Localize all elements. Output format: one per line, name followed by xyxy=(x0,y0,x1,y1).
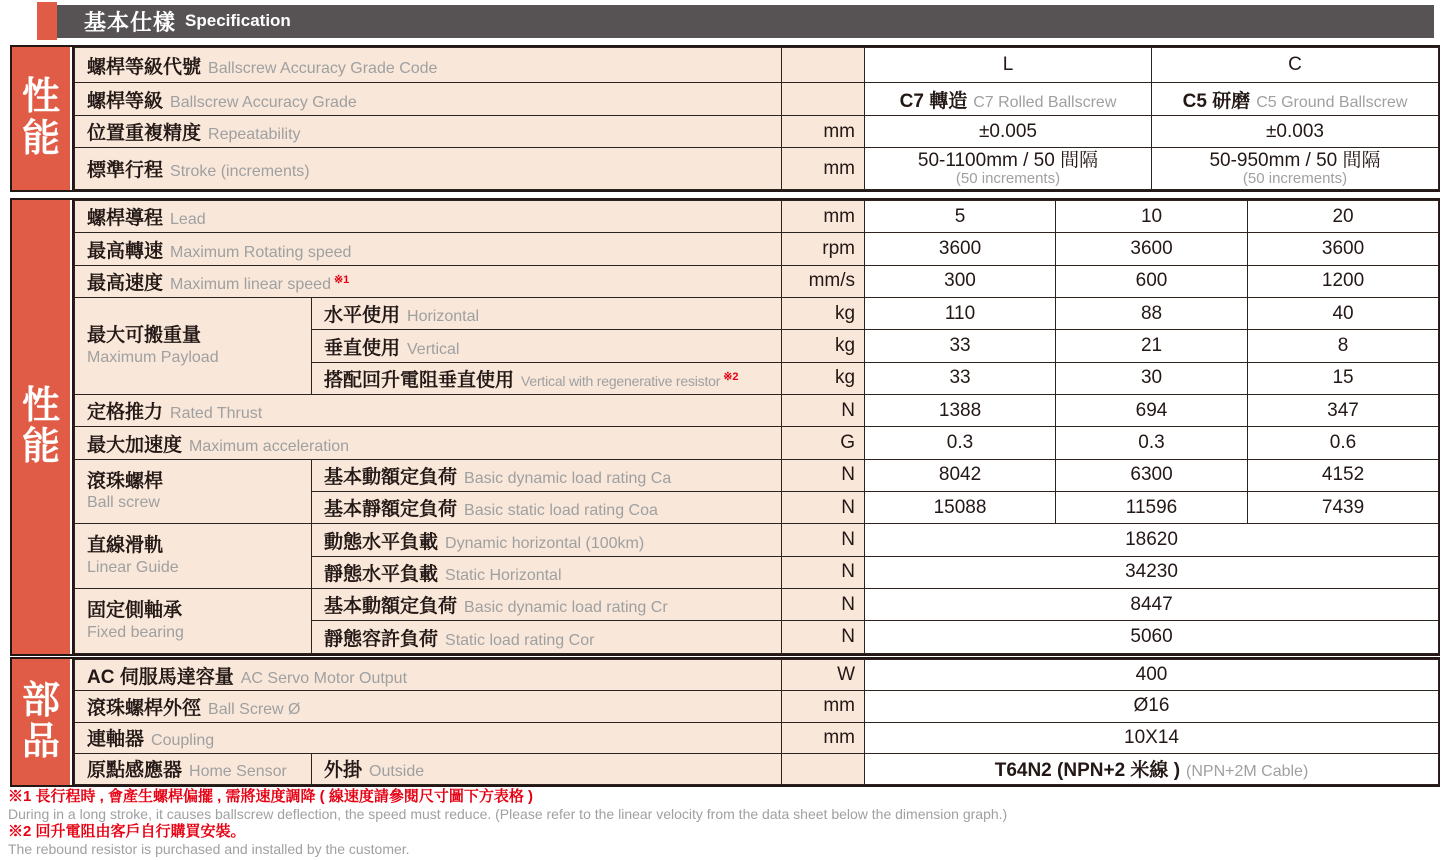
label-zh: 最高轉速 xyxy=(87,240,164,262)
group-label-fixed-bearing xyxy=(75,589,312,654)
value-cell: 6300 xyxy=(1056,459,1248,491)
value-cell: 0.6 xyxy=(1248,427,1439,459)
label-zh: 滾珠螺桿外徑 xyxy=(87,697,202,719)
value-cell: Ø16 xyxy=(865,691,1439,722)
label-zh: 水平使用 xyxy=(324,305,401,327)
label-zh: 最大加速度 xyxy=(87,434,183,456)
unit-cell: mm xyxy=(782,722,865,753)
footnote-1-en: During in a long stroke, it causes ballscrew deflection, the speed must reduce. (Please refer to the linear velocity from the data sheet below the dimension graph.) xyxy=(8,806,1008,822)
label-en: Vertical xyxy=(407,340,460,358)
value-cell: 10 xyxy=(1056,201,1248,233)
value-cell-span: 34230 xyxy=(865,556,1439,588)
table-row xyxy=(75,427,1439,459)
label-en: Maximum linear speed xyxy=(170,275,331,293)
value-cell: 8 xyxy=(1248,330,1439,362)
label-en: Horizontal xyxy=(407,308,480,326)
table-row xyxy=(75,148,1439,190)
label-en: Dynamic horizontal (100km) xyxy=(445,534,645,552)
value-cell-span: 5060 xyxy=(865,621,1439,654)
unit-cell xyxy=(782,753,865,784)
footnotes xyxy=(8,788,1438,858)
label-zh: 滾珠螺桿 xyxy=(87,470,164,492)
value-cell: C xyxy=(1152,48,1439,83)
label-zh: 最大可搬重量 xyxy=(87,325,202,347)
value-cell: 1200 xyxy=(1248,265,1439,297)
header-bar xyxy=(57,5,1434,38)
label-zh: 固定側軸承 xyxy=(87,600,183,622)
label-zh: 標準行程 xyxy=(87,160,164,181)
value-cell: 5 xyxy=(865,201,1056,233)
row-label xyxy=(75,201,782,233)
label-zh: 位置重複精度 xyxy=(87,123,202,144)
label-en: Maximum Payload xyxy=(87,348,219,366)
value-main: 50-1100mm / 50 間隔 xyxy=(917,149,1099,171)
unit-cell: G xyxy=(782,427,865,459)
label-en: Ballscrew Accuracy Grade Code xyxy=(208,59,438,77)
section-performance-grade xyxy=(10,45,1440,192)
row-label xyxy=(75,265,782,297)
label-zh: 靜態水平負載 xyxy=(324,563,439,585)
row-sublabel xyxy=(312,298,782,330)
value-sub: (50 increments) xyxy=(955,169,1061,187)
label-en: Basic static load rating Coa xyxy=(464,502,658,520)
label-zh: 基本動額定負荷 xyxy=(324,466,458,488)
unit-cell: N xyxy=(782,621,865,654)
label-en: Ball screw xyxy=(87,494,160,512)
table-row xyxy=(75,395,1439,427)
row-label xyxy=(75,722,782,753)
grade-table xyxy=(74,47,1439,190)
table-row xyxy=(75,201,1439,233)
label-en: AC Servo Motor Output xyxy=(240,669,408,687)
value-cell: 15 xyxy=(1248,362,1439,394)
row-sublabel xyxy=(312,524,782,556)
label-en: Linear Guide xyxy=(87,559,179,577)
label-zh: 螺桿等級代號 xyxy=(87,56,202,78)
value-cell: 21 xyxy=(1056,330,1248,362)
table-row xyxy=(75,524,1439,556)
unit-cell: W xyxy=(782,660,865,691)
label-zh: 靜態容許負荷 xyxy=(324,628,439,650)
side-tab-performance-2 xyxy=(12,200,72,654)
label-zh: 基本動額定負荷 xyxy=(324,596,458,618)
label-en: Basic dynamic load rating Cr xyxy=(464,599,668,617)
unit-cell: N xyxy=(782,524,865,556)
page-title-zh: 基本仕樣 xyxy=(84,9,177,35)
label-en: Outside xyxy=(369,763,425,781)
side-label-performance-2: 性能 xyxy=(21,384,60,468)
table-row xyxy=(75,691,1439,722)
row-label xyxy=(75,427,782,459)
row-sublabel xyxy=(312,362,782,394)
row-sublabel xyxy=(312,459,782,491)
label-zh: 螺桿等級 xyxy=(87,90,164,112)
value-cell: 10X14 xyxy=(865,722,1439,753)
value-cell: 400 xyxy=(865,660,1439,691)
value-zh: T64N2 (NPN+2 米線 ) xyxy=(994,760,1181,782)
performance-table xyxy=(74,200,1439,654)
unit-cell xyxy=(782,48,865,83)
table-row xyxy=(75,589,1439,621)
row-sublabel xyxy=(312,621,782,654)
label-en: Maximum Rotating speed xyxy=(170,243,352,261)
row-label xyxy=(75,148,782,190)
value-cell: 15088 xyxy=(865,492,1056,524)
unit-cell: N xyxy=(782,492,865,524)
value-cell: 600 xyxy=(1056,265,1248,297)
value-cell xyxy=(865,83,1152,116)
footnote-1-zh: ※1 長行程時 , 會產生螺桿偏擺 , 需將速度調降 ( 線速度請參閱尺寸圖下方表格 ) xyxy=(8,788,534,805)
table-row xyxy=(75,722,1439,753)
value-cell: 40 xyxy=(1248,298,1439,330)
value-en: C5 Ground Ballscrew xyxy=(1256,93,1408,111)
group-label-payload xyxy=(75,298,312,395)
table-row xyxy=(75,660,1439,691)
label-zh: 基本靜額定負荷 xyxy=(324,499,458,521)
label-zh: 螺桿導程 xyxy=(87,208,164,230)
label-en: Basic dynamic load rating Ca xyxy=(464,469,672,487)
section-performance-data xyxy=(10,198,1440,656)
label-zh: 最高速度 xyxy=(87,272,164,294)
value-cell: 3600 xyxy=(865,233,1056,265)
value-cell: 33 xyxy=(865,362,1056,394)
group-label-linear-guide xyxy=(75,524,312,589)
unit-cell: mm xyxy=(782,201,865,233)
label-en: Vertical with regenerative resistor xyxy=(521,372,721,389)
label-zh: AC 伺服馬達容量 xyxy=(87,666,234,688)
label-zh: 連軸器 xyxy=(87,729,145,751)
row-label xyxy=(75,83,782,116)
row-label xyxy=(75,116,782,148)
label-en: Repeatability xyxy=(208,126,301,143)
unit-cell: mm xyxy=(782,691,865,722)
label-zh: 動態水平負載 xyxy=(324,531,439,553)
unit-cell: kg xyxy=(782,362,865,394)
parts-table xyxy=(74,659,1439,785)
value-cell: 4152 xyxy=(1248,459,1439,491)
footnote-ref-2: ※2 xyxy=(723,370,739,383)
table-row xyxy=(75,298,1439,330)
row-sublabel-outside xyxy=(312,753,782,784)
label-zh: 直線滑軌 xyxy=(87,535,164,557)
side-label-parts: 部品 xyxy=(21,679,60,763)
side-label-performance-1: 性能 xyxy=(21,76,60,160)
unit-cell: mm xyxy=(782,148,865,190)
value-cell: 347 xyxy=(1248,395,1439,427)
label-zh: 外掛 xyxy=(324,760,363,782)
label-en: Maximum acceleration xyxy=(189,437,350,455)
unit-cell: rpm xyxy=(782,233,865,265)
value-cell xyxy=(1152,148,1439,190)
label-zh: 定格推力 xyxy=(87,402,164,424)
value-cell: ±0.003 xyxy=(1152,116,1439,148)
value-en: (NPN+2M Cable) xyxy=(1186,763,1309,781)
value-cell: 110 xyxy=(865,298,1056,330)
value-cell: L xyxy=(865,48,1152,83)
value-cell: 0.3 xyxy=(865,427,1056,459)
value-cell: 20 xyxy=(1248,201,1439,233)
unit-cell: N xyxy=(782,589,865,621)
value-cell: 33 xyxy=(865,330,1056,362)
value-cell: 694 xyxy=(1056,395,1248,427)
table-row xyxy=(75,83,1439,116)
table-row xyxy=(75,459,1439,491)
value-cell-span: 18620 xyxy=(865,524,1439,556)
section-header xyxy=(37,2,1434,40)
value-cell xyxy=(1152,83,1439,116)
label-en: Rated Thrust xyxy=(170,405,263,423)
unit-cell: kg xyxy=(782,298,865,330)
unit-cell: N xyxy=(782,556,865,588)
label-en: Static Horizontal xyxy=(445,566,562,584)
value-main: 50-950mm / 50 間隔 xyxy=(1209,149,1381,171)
table-row xyxy=(75,265,1439,297)
value-cell: 7439 xyxy=(1248,492,1439,524)
value-cell: 88 xyxy=(1056,298,1248,330)
value-cell xyxy=(865,148,1152,190)
value-cell: 0.3 xyxy=(1056,427,1248,459)
row-label xyxy=(75,48,782,83)
value-cell-span: 8447 xyxy=(865,589,1439,621)
label-en: Coupling xyxy=(151,732,215,750)
value-cell: 11596 xyxy=(1056,492,1248,524)
row-label xyxy=(75,691,782,722)
group-label-ballscrew xyxy=(75,459,312,524)
row-label xyxy=(75,233,782,265)
value-cell xyxy=(865,753,1439,784)
row-sublabel xyxy=(312,556,782,588)
label-en: Lead xyxy=(170,211,206,229)
unit-cell: mm/s xyxy=(782,265,865,297)
footnote-ref-1: ※1 xyxy=(333,273,350,286)
unit-cell: N xyxy=(782,459,865,491)
label-en: Home Sensor xyxy=(189,763,287,781)
row-label-home-sensor xyxy=(75,753,312,784)
row-sublabel xyxy=(312,589,782,621)
value-cell: 30 xyxy=(1056,362,1248,394)
value-sub: (50 increments) xyxy=(1242,169,1348,187)
label-zh: 搭配回升電阻垂直使用 xyxy=(324,369,515,391)
label-en: Ballscrew Accuracy Grade xyxy=(170,93,357,111)
value-cell: 300 xyxy=(865,265,1056,297)
table-row xyxy=(75,116,1439,148)
value-cell: 3600 xyxy=(1056,233,1248,265)
table-row xyxy=(75,233,1439,265)
table-row xyxy=(75,48,1439,83)
value-cell: 3600 xyxy=(1248,233,1439,265)
footnote-2-en: The rebound resistor is purchased and installed by the customer. xyxy=(8,841,410,857)
value-cell: 1388 xyxy=(865,395,1056,427)
value-cell: 8042 xyxy=(865,459,1056,491)
parts-table-wrap xyxy=(72,659,1439,785)
performance-table-wrap xyxy=(72,200,1439,654)
value-zh: C7 轉造 xyxy=(899,90,968,112)
value-en: C7 Rolled Ballscrew xyxy=(973,93,1117,111)
grade-table-wrap xyxy=(72,47,1439,190)
value-cell: ±0.005 xyxy=(865,116,1152,148)
unit-cell: kg xyxy=(782,330,865,362)
label-en: Fixed bearing xyxy=(87,623,184,641)
unit-cell: N xyxy=(782,395,865,427)
unit-cell xyxy=(782,83,865,116)
header-accent-square xyxy=(37,2,57,40)
value-zh: C5 研磨 xyxy=(1182,90,1251,112)
side-tab-parts xyxy=(12,659,72,785)
label-en: Static load rating Cor xyxy=(445,631,595,649)
row-label xyxy=(75,395,782,427)
unit-cell: mm xyxy=(782,116,865,148)
footnote-2-zh: ※2 回升電阻由客戶自行購買安裝。 xyxy=(8,823,246,840)
label-en: Ball Screw Ø xyxy=(208,700,301,718)
row-sublabel xyxy=(312,492,782,524)
row-sublabel xyxy=(312,330,782,362)
row-label xyxy=(75,660,782,691)
table-row xyxy=(75,753,1439,784)
label-zh: 垂直使用 xyxy=(324,337,401,359)
section-parts xyxy=(10,657,1440,787)
page-title-en: Specification xyxy=(185,11,291,30)
label-en: Stroke (increments) xyxy=(170,163,310,180)
side-tab-performance-1 xyxy=(12,47,72,190)
label-zh: 原點感應器 xyxy=(87,760,183,782)
